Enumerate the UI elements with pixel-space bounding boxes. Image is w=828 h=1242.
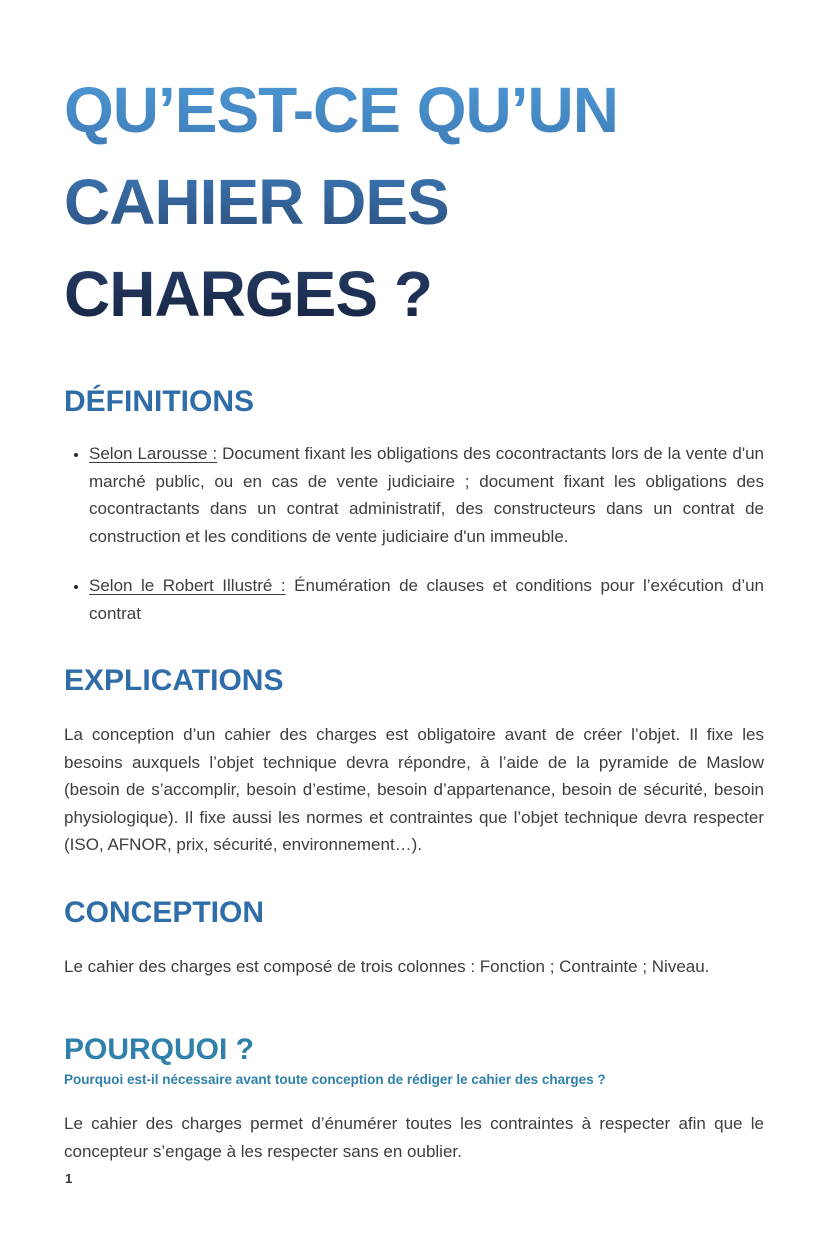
document-title-line-1: QU’EST-CE QU’UN: [64, 74, 618, 146]
definition-source-label: Selon Larousse :: [89, 444, 218, 463]
section-heading-pourquoi: POURQUOI ?: [64, 1033, 255, 1066]
document-title: [64, 0, 764, 340]
definition-item-robert: [89, 572, 764, 627]
pourquoi-paragraph: Le cahier des charges permet d’énumérer toutes les contraintes à respecter afin que le concepteur s’engage à les respecter sans en oublier.: [64, 1114, 764, 1161]
document-title-line-2: CAHIER DES: [64, 166, 449, 238]
section-heading-conception: CONCEPTION: [64, 895, 265, 929]
definition-text: Énumération de clauses et conditions pour l’exécution d’un contrat: [89, 576, 765, 623]
definition-text: Document fixant les obligations des cocontractants lors de la vente d'un marché public, ou en cas de vente judiciaire ; document fixant les obligations des cocontractants dans un contrat administratif, des constructeurs dans un contrat de construction et les conditions de vente judiciaire d'un immeuble.: [89, 444, 764, 546]
pourquoi-subtitle: Pourquoi est-il nécessaire avant toute conception de rédiger le cahier des charges ?: [64, 1072, 606, 1087]
definition-item-larousse: [89, 440, 764, 550]
conception-paragraph: Le cahier des charges est composé de trois colonnes : Fonction ; Contrainte ; Niveau.: [64, 956, 710, 976]
section-heading-explications: EXPLICATIONS: [64, 664, 284, 697]
page-number: 1: [65, 1171, 73, 1186]
definitions-list: [64, 440, 764, 627]
section-heading-definitions: DÉFINITIONS: [64, 385, 255, 418]
explications-paragraph: La conception d’un cahier des charges est obligatoire avant de créer l’objet. Il fixe les besoins auxquels l’objet technique devra répondre, à l’aide de la pyramide de Maslow (besoin de s’accomplir, besoin d’estime, besoin d’appartenance, besoin de sécurité, besoin physiologique). Il fixe aussi les normes et contraintes que l’objet technique devra respecter (ISO, AFNOR, prix, sécurité, environnement…).: [64, 725, 764, 854]
document-title-line-3: CHARGES ?: [64, 258, 432, 330]
definition-source-label: Selon le Robert Illustré :: [89, 576, 286, 595]
